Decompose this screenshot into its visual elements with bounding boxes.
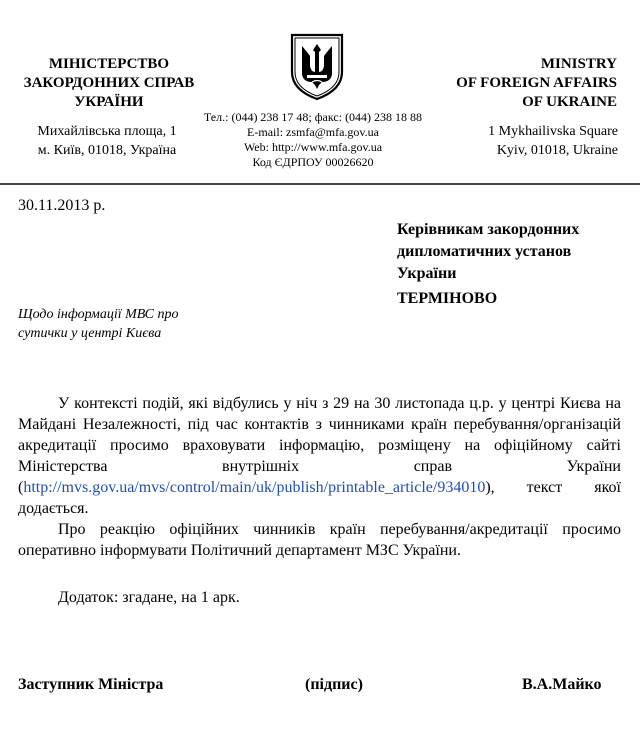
letter-subject (18, 305, 238, 343)
letter-date: 30.11.2013 р. (18, 197, 106, 214)
ministry-name-ua (0, 55, 218, 112)
recipient-block (397, 219, 632, 285)
subject-line: Щодо інформації МВС про (18, 307, 179, 322)
attachment-note: Додаток: згадане, на 1 арк. (58, 589, 240, 606)
address-en-line: Kyiv, 01018, Ukraine (496, 143, 618, 158)
header-divider (0, 183, 640, 185)
signature-mark: (підпис) (305, 676, 363, 693)
contact-edrpou-code: Код ЄДРПОУ 00026620 (252, 155, 374, 169)
urgency-label: ТЕРМІНОВО (397, 290, 498, 307)
recipient-line: дипломатичних установ (397, 243, 572, 260)
paragraph-1-tail: ), текст якої додається. (18, 479, 621, 517)
contact-info (188, 110, 438, 170)
mvs-article-link[interactable]: http://mvs.gov.ua/mvs/control/main/uk/publish/printable_article/934010 (23, 479, 486, 496)
address-ua (22, 122, 192, 160)
recipient-line: Керівникам закордонних (397, 221, 580, 238)
body-paragraph-2: Про реакцію офіційних чинників країн перебування/акредитації просимо оперативно інформувати Політичний департамент МЗС України. (18, 521, 621, 559)
address-ua-line: Михайлівська площа, 1 (37, 124, 177, 139)
address-ua-line: м. Київ, 01018, Україна (37, 143, 177, 158)
contact-email: E-mail: zsmfa@mfa.gov.ua (247, 125, 379, 139)
ministry-name-ua-line: МІНІСТЕРСТВО (48, 56, 170, 72)
signatory-name: В.А.Майко (522, 676, 602, 693)
ministry-name-ua-line: ЗАКОРДОННИХ СПРАВ (23, 75, 195, 91)
address-en-line: 1 Mykhailivska Square (488, 124, 618, 139)
letter-body (18, 393, 621, 561)
body-paragraph-1 (18, 393, 621, 519)
ministry-name-en (432, 55, 617, 112)
ministry-name-en-line: OF UKRAINE (522, 94, 617, 110)
ministry-name-en-line: OF FOREIGN AFFAIRS (456, 75, 617, 91)
trident-coat-of-arms-icon (288, 32, 346, 102)
contact-web: Web: http://www.mfa.gov.ua (243, 140, 383, 154)
paragraph-1-text: У контексті подій, які відбулись у ніч з 29 на 30 листопада ц.р. у центрі Києва на Майдані Незалежності, під час контактів з чинниками країн перебування/організацій акредитації просимо враховувати інформацію, розміщену на офіційному сайті Міністерства внутрішніх справ України ( (18, 395, 621, 496)
ministry-name-en-line: MINISTRY (540, 56, 617, 72)
ministry-name-ua-line: УКРАЇНИ (74, 94, 144, 110)
subject-line: сутички у центрі Києва (18, 326, 162, 341)
recipient-line: України (397, 265, 457, 282)
signatory-title: Заступник Міністра (18, 676, 164, 693)
contact-phone-fax: Тел.: (044) 238 17 48; факс: (044) 238 18 88 (203, 110, 423, 124)
address-en (455, 122, 618, 160)
